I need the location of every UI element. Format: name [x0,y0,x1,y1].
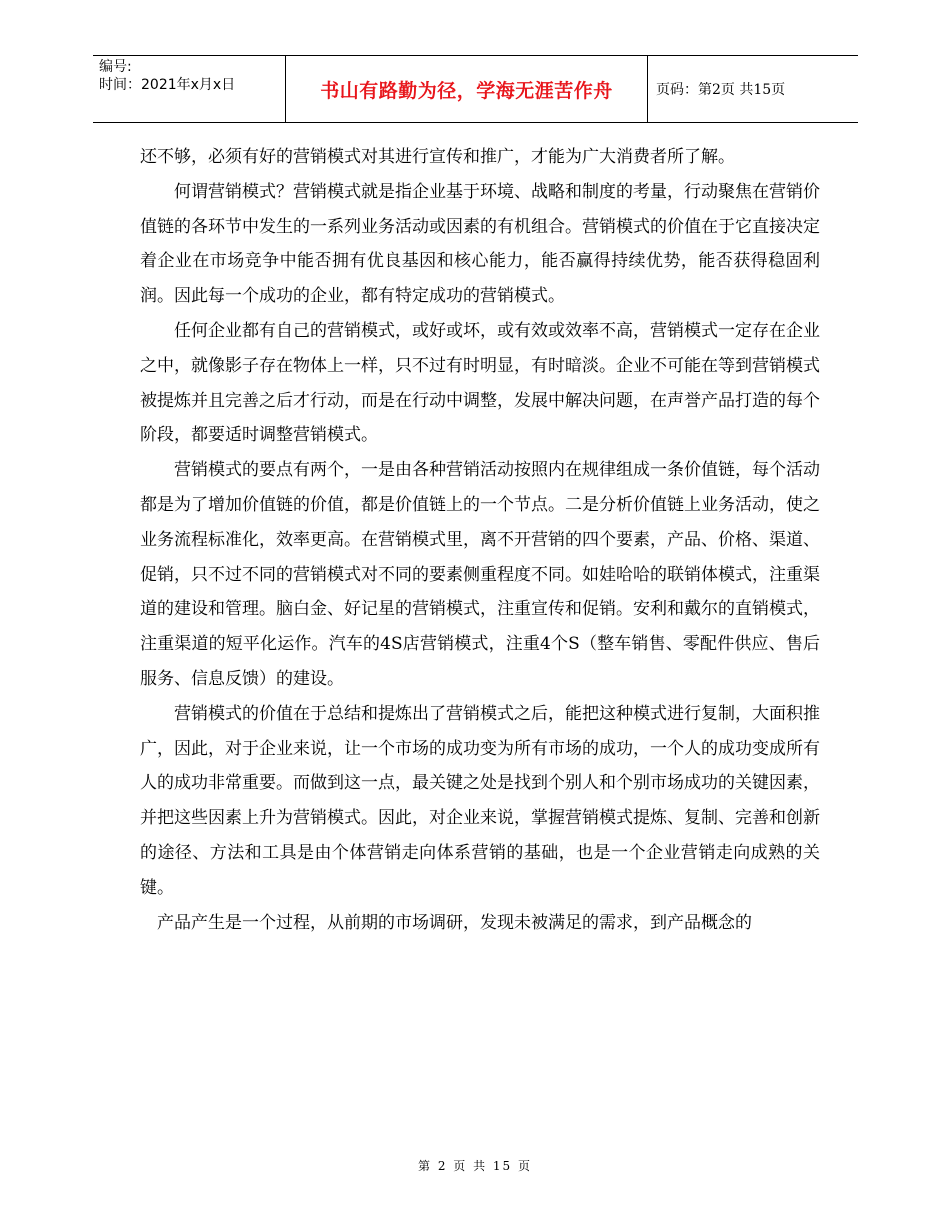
paragraph: 何谓营销模式？营销模式就是指企业基于环境、战略和制度的考量，行动聚焦在营销价值链的各环节中发生的一系列业务活动或因素的有机组合。营销模式的价值在于它直接决定着企业在市场竞争中能否拥有优良基因和核心能力，能否赢得持续优势，能否获得稳固利润。因此每一个成功的企业，都有特定成功的营销模式。 [140,181,820,307]
paragraph: 任何企业都有自己的营销模式，或好或坏，或有效或效率不高，营销模式一定存在企业之中，就像影子存在物体上一样，只不过有时明显，有时暗淡。企业不可能在等到营销模式被提炼并且完善之后才行动，而是在行动中调整，发展中解决问题，在声誉产品打造的每个阶段，都要适时调整营销模式。 [140,320,820,446]
header-meta [93,56,286,122]
page-footer: 第 2 页 共 15 页 [418,1159,532,1173]
document-time-label: 时间：2021年x月x日 [99,77,236,93]
paragraph: 营销模式的价值在于总结和提炼出了营销模式之后，能把这种模式进行复制，大面积推广，因此，对于企业来说，让一个市场的成功变为所有市场的成功，一个人的成功变成所有人的成功非常重要。而做到这一点，最关键之处是找到个别人和个别市场成功的关键因素，并把这些因素上升为营销模式。因此，对企业来说，掌握营销模式提炼、复制、完善和创新的途径、方法和工具是由个体营销走向体系营销的基础，也是一个企业营销走向成熟的关键。 [140,703,820,898]
paragraph: 产品产生是一个过程，从前期的市场调研，发现未被满足的需求，到产品概念的 [157,912,752,933]
header-page-info: 页码：第2页 共15页 [656,82,786,98]
document-body [140,140,820,940]
header-motto: 书山有路勤为径，学海无涯苦作舟 [286,56,648,122]
paragraph-continuation: 还不够，必须有好的营销模式对其进行宣传和推广，才能为广大消费者所了解。 [140,147,735,167]
document-number-label: 编号: [99,59,132,75]
page-header [93,55,858,123]
paragraph: 营销模式的要点有两个，一是由各种营销活动按照内在规律组成一条价值链，每个活动都是为了增加价值链的价值，都是价值链上的一个节点。二是分析价值链上业务活动，使之业务流程标准化，效率更高。在营销模式里，离不开营销的四个要素，产品、价格、渠道、促销，只不过不同的营销模式对不同的要素侧重程度不同。如娃哈哈的联销体模式，注重渠道的建设和管理。脑白金、好记星的营销模式，注重宣传和促销。安利和戴尔的直销模式，注重渠道的短平化运作。汽车的4S店营销模式，注重4个S（整车销售、零配件供应、售后服务、信息反馈）的建设。 [140,460,820,689]
